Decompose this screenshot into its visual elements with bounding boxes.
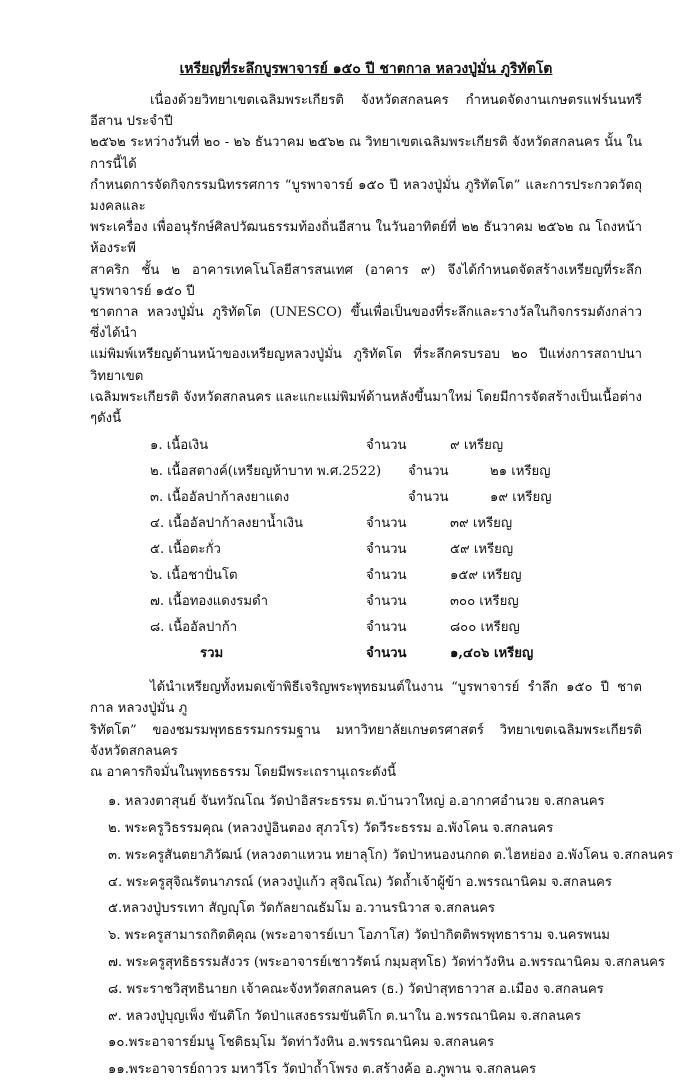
coin-total-qty: ๑,๔๐๖ เหรียญ bbox=[450, 646, 534, 662]
monk-list-item: ๖. พระครูสามารถกิตติคุณ (พระอาจารย์เบา โอภาโส) วัดป่ากิตติพรพุทธาราม จ.นครพนม bbox=[108, 928, 610, 944]
monk-list-item: ๓. พระครูสันตยาภิวัฒน์ (หลวงตาแหวน ทยาลุโก) วัดป่าหนองนกกด ต.ไฮหย่อง อ.พังโคน จ.สกลนคร bbox=[108, 847, 674, 863]
coin-item-row bbox=[90, 589, 642, 615]
coin-item-unit-label: จำนวน bbox=[366, 620, 407, 636]
coin-item-name: ๔. เนื้ออัลปาก้าลงยาน้ำเงิน bbox=[150, 516, 304, 532]
monk-list-item: ๔. พระครูสุจิณรัตนาภรณ์ (หลวงปู่แก้ว สุจิณโณ) วัดถ้ำเจ้าผู้ข้า อ.พรรณานิคม จ.สกลนคร bbox=[108, 874, 612, 890]
coin-item-qty: ๒๑ เหรียญ bbox=[490, 464, 551, 480]
document-title: เหรียญที่ระลึกบูรพาจารย์ ๑๕๐ ปี ชาตกาล หลวงปู่มั่น ภูริทัตโต bbox=[179, 61, 553, 77]
ceremony-paragraph bbox=[90, 677, 642, 783]
monk-list-item: ๘. พระราชวิสุทธินายก เจ้าคณะจังหวัดสกลนคร (ธ.) วัดป่าสุทธาวาส อ.เมือง จ.สกลนคร bbox=[108, 981, 604, 997]
coin-item-qty: ๕๙ เหรียญ bbox=[450, 542, 514, 558]
coin-material-list bbox=[90, 433, 642, 667]
monk-list-item: ๑๑.พระอาจารย์ถาวร มหาวีโร วัดป่าถ้ำโพรง ต.สร้างค้อ อ.ภูพาน จ.สกลนคร bbox=[108, 1062, 537, 1078]
monk-list-item: ๙. หลวงปู่บุญเพ็ง ขันติโก วัดป่าแสงธรรมขันติโก ต.นาใน อ.พรรณานิคม จ.สกลนคร bbox=[108, 1008, 581, 1024]
coin-item-row bbox=[90, 563, 642, 589]
monk-list-item: ๑. หลวงตาสุนย์ จันทวัณโณ วัดป่าอิสระธรรม ต.บ้านวาใหญ่ อ.อากาศอำนวย จ.สกลนคร bbox=[108, 794, 605, 810]
intro-line: ชาตกาล หลวงปู่มั่น ภูริทัตโต (UNESCO) ขึ้นเพื่อเป็นของที่ระลึกและรางวัลในกิจกรรมดังกล่าว ซึ่งได้นำ bbox=[90, 305, 642, 342]
coin-total-unit-label: จำนวน bbox=[366, 646, 407, 662]
coin-item-name: ๗. เนื้อทองแดงรมดำ bbox=[150, 594, 269, 610]
coin-total-label: รวม bbox=[200, 646, 224, 662]
ceremony-line: ได้นำเหรียญทั้งหมดเข้าพิธีเจริญพระพุทธมนต์ในงาน “บูรพาจารย์ รำลึก ๑๕๐ ปี ชาตกาล หลวงปู่มั่น ภู bbox=[90, 680, 642, 717]
coin-item-qty: ๑๕๙ เหรียญ bbox=[450, 568, 522, 584]
coin-item-qty: ๓๙ เหรียญ bbox=[450, 516, 513, 532]
intro-line: พระเครื่อง เพื่ออนุรักษ์ศิลปวัฒนธรรมท้องถิ่นอีสาน ในวันอาทิตย์ที่ ๒๒ ธันวาคม ๒๕๖๒ ณ โถงหน้าห้องระพี bbox=[90, 220, 642, 257]
intro-line: เฉลิมพระเกียรติ จังหวัดสกลนคร และแกะแม่พิมพ์ด้านหลังขึ้นมาใหม่ โดยมีการจัดสร้างเป็นเนื้อต่าง ๆดังนี้ bbox=[90, 389, 642, 427]
intro-line: สาคริก ชั้น ๒ อาคารเทคโนโลยีสารสนเทศ (อาคาร ๙) จึงได้กำหนดจัดสร้างเหรียญที่ระลึกบูรพาจารย์ ๑๕๐ ปี bbox=[90, 262, 642, 299]
intro-paragraph bbox=[90, 90, 642, 429]
intro-line: ๒๕๖๒ ระหว่างวันที่ ๒๐ - ๒๖ ธันวาคม ๒๕๖๒ ณ วิทยาเขตเฉลิมพระเกียรติ จังหวัดสกลนคร นั้น ในการนี้ได้ bbox=[90, 135, 642, 172]
monk-list-item: ๒. พระครูวิธรรมคุณ (หลวงปู่อินตอง สุภวโร) วัดวีระธรรม อ.พังโคน จ.สกลนคร bbox=[108, 821, 554, 837]
ceremony-line: ณ อาคารกิจมั่นในพุทธธรรม โดยมีพระเถรานุเถระดังนี้ bbox=[90, 765, 397, 781]
coin-item-unit-label: จำนวน bbox=[366, 594, 407, 610]
ceremony-line: ริทัตโต” ของชมรมพุทธธรรมกรรมฐาน มหาวิทยาลัยเกษตรศาสตร์ วิทยาเขตเฉลิมพระเกียรติ จังหวัดสกลนคร bbox=[90, 722, 642, 759]
monk-list-item: ๕.หลวงปู่บรรเทา สัญญุโต วัดกัลยาณธัมโม อ.วานรนิวาส จ.สกลนคร bbox=[108, 901, 496, 917]
monk-list bbox=[90, 789, 674, 1084]
coin-item-unit-label: จำนวน bbox=[408, 490, 449, 506]
coin-item-row bbox=[90, 511, 642, 537]
coin-item-qty: ๘๐๐ เหรียญ bbox=[450, 620, 520, 636]
coin-item-row bbox=[90, 537, 642, 563]
monk-list-item: ๗. พระครูสุทธิธรรมสังวร (พระอาจารย์เชาวรัตน์ กมฺมสุทโธ) วัดท่าวังหิน อ.พรรณานิคม จ.สกลนคร bbox=[108, 955, 666, 971]
coin-item-name: ๓. เนื้ออัลปาก้าลงยาแดง bbox=[150, 490, 290, 506]
intro-line: แม่พิมพ์เหรียญด้านหน้าของเหรียญหลวงปู่มั่น ภูริทัตโต ที่ระลึกครบรอบ ๒๐ ปีแห่งการสถาปนาวิทยาเขต bbox=[90, 347, 642, 384]
coin-item-row bbox=[90, 433, 642, 459]
coin-item-unit-label: จำนวน bbox=[408, 464, 449, 480]
coin-item-name: ๖. เนื้อชาปั่นโต bbox=[150, 568, 238, 584]
coin-item-unit-label: จำนวน bbox=[366, 516, 407, 532]
coin-item-name: ๒. เนื้อสตางค์(เหรียญห้าบาท พ.ศ.2522) bbox=[150, 464, 382, 480]
coin-item-name: ๑. เนื้อเงิน bbox=[150, 438, 209, 454]
monk-list-item: ๑๐.พระอาจารย์มนู โชติธมฺโม วัดท่าวังหิน อ.พรรณานิคม จ.สกลนคร bbox=[108, 1035, 495, 1051]
coin-item-qty: ๓๐๐ เหรียญ bbox=[450, 594, 519, 610]
intro-line: เนื่องด้วยวิทยาเขตเฉลิมพระเกียรติ จังหวัดสกลนคร กำหนดจัดงานเกษตรแฟร์นนทรีอีสาน ประจำปี bbox=[90, 93, 642, 130]
coin-total-row bbox=[90, 641, 642, 667]
coin-item-row bbox=[90, 485, 642, 511]
coin-item-row bbox=[90, 615, 642, 641]
coin-item-qty: ๑๙ เหรียญ bbox=[490, 490, 552, 506]
coin-item-name: ๕. เนื้อตะกั่ว bbox=[150, 542, 221, 558]
coin-item-unit-label: จำนวน bbox=[366, 568, 407, 584]
coin-item-unit-label: จำนวน bbox=[366, 438, 407, 454]
coin-item-unit-label: จำนวน bbox=[366, 542, 407, 558]
coin-item-qty: ๙ เหรียญ bbox=[450, 438, 504, 454]
coin-item-row bbox=[90, 459, 642, 485]
coin-item-name: ๘. เนื้ออัลปาก้า bbox=[150, 620, 238, 636]
intro-line: กำหนดการจัดกิจกรรมนิทรรศการ “บูรพาจารย์ ๑๕๐ ปี หลวงปู่มั่น ภูริทัตโต” และการประกวดวัตถุมงคลและ bbox=[90, 177, 642, 215]
